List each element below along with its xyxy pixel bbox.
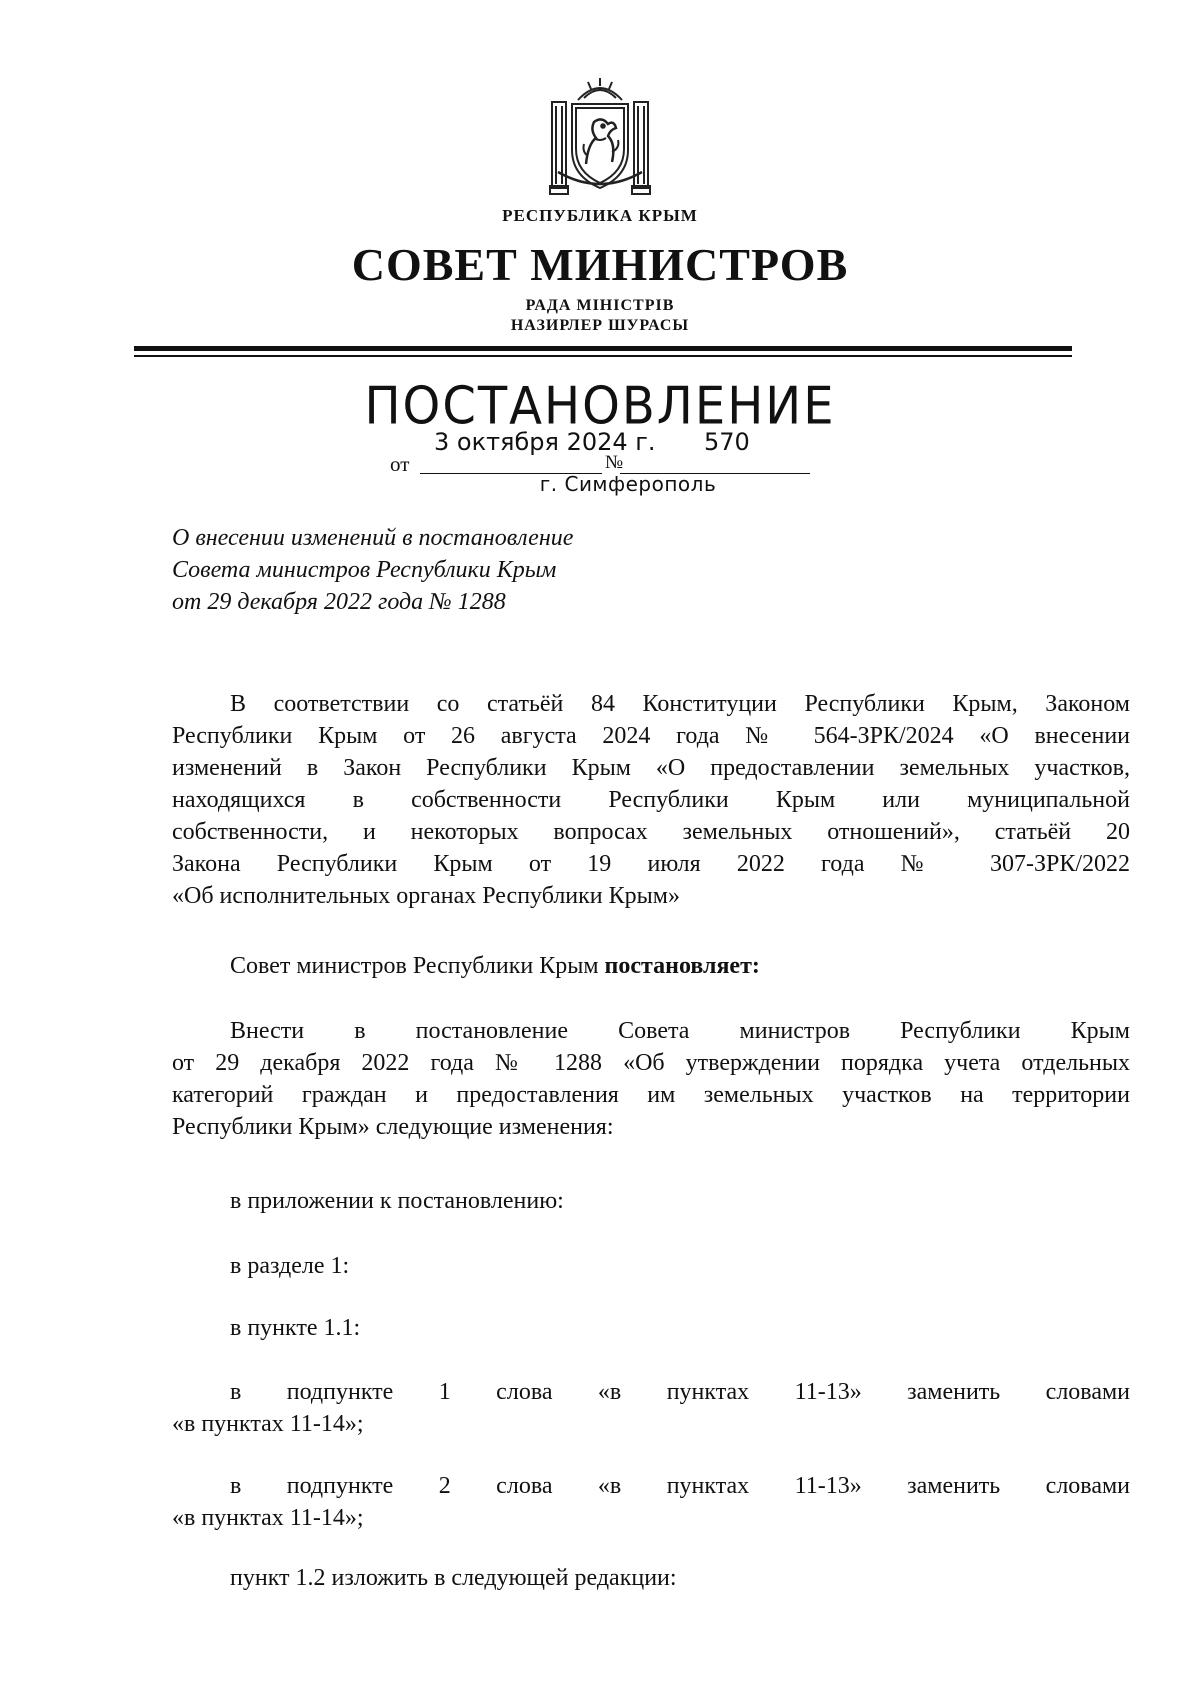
subpoint-1-paragraph (172, 1376, 1130, 1440)
council-name-ua: РАДА МІНІСТРІВ (525, 297, 675, 314)
amendment-line: Республики Крым» следующие изменения: (172, 1114, 614, 1140)
amendment-line: Внести в постановление Совета министров Республики Крым (230, 1018, 1130, 1044)
resolves-keyword: постановляет: (604, 953, 760, 979)
header-divider-thick (134, 346, 1072, 351)
preamble-paragraph (172, 688, 1130, 912)
preamble-line: Закона Республики Крым от 19 июля 2022 года № 307-ЗРК/2022 (172, 851, 1130, 877)
crimea-coat-of-arms-icon (548, 72, 652, 198)
decree-number: 570 (704, 428, 750, 456)
subject-line: от 29 декабря 2022 года № 1288 (172, 589, 506, 615)
subject-line: О внесении изменений в постановление (172, 525, 574, 551)
council-name: СОВЕТ МИНИСТРОВ (351, 239, 849, 290)
council-name-crh: НАЗИРЛЕР ШУРАСЫ (510, 317, 690, 334)
decree-subject (172, 522, 573, 618)
preamble-line: изменений в Закон Республики Крым «О предоставлении земельных участков, (172, 755, 1130, 781)
decree-city: г. Симферополь (539, 472, 717, 496)
subpoint-line: в подпункте 1 слова «в пунктах 11-13» заменить словами (230, 1379, 1130, 1405)
preamble-line: В соответствии со статьёй 84 Конституции Республики Крым, Законом (230, 691, 1130, 717)
preamble-line: Республики Крым от 26 августа 2024 года № 564-ЗРК/2024 «О внесении (172, 723, 1130, 749)
amendment-paragraph (172, 1015, 1130, 1143)
preamble-line: «Об исполнительных органах Республики Крым» (172, 883, 680, 909)
point-paragraph: в пункте 1.1: (230, 1315, 361, 1341)
point-1-2-paragraph: пункт 1.2 изложить в следующей редакции: (230, 1565, 677, 1591)
decree-title: ПОСТАНОВЛЕНИЕ (364, 375, 836, 437)
subpoint-line: «в пунктах 11-14»; (172, 1505, 364, 1531)
amendment-line: категорий граждан и предоставления им земельных участков на территории (172, 1082, 1130, 1108)
header-divider-thin (134, 355, 1072, 357)
subpoint-line: в подпункте 2 слова «в пунктах 11-13» заменить словами (230, 1473, 1130, 1499)
resolves-text: Совет министров Республики Крым (230, 953, 605, 979)
decree-date: 3 октября 2024 г. (434, 428, 656, 456)
subject-line: Совета министров Республики Крым (172, 557, 557, 583)
number-label: № (605, 452, 624, 473)
subpoint-2-paragraph (172, 1470, 1130, 1534)
republic-name: РЕСПУБЛИКА КРЫМ (502, 206, 698, 225)
subpoint-line: «в пунктах 11-14»; (172, 1411, 364, 1437)
amendment-line: от 29 декабря 2022 года № 1288 «Об утверждении порядка учета отдельных (172, 1050, 1130, 1076)
from-label: от (390, 452, 410, 476)
preamble-line: находящихся в собственности Республики Крым или муниципальной (172, 787, 1130, 813)
section-paragraph: в разделе 1: (230, 1253, 350, 1279)
appendix-paragraph: в приложении к постановлению: (230, 1188, 564, 1214)
resolves-paragraph (172, 950, 1188, 982)
preamble-line: собственности, и некоторых вопросах земельных отношений», статьёй 20 (172, 819, 1130, 845)
